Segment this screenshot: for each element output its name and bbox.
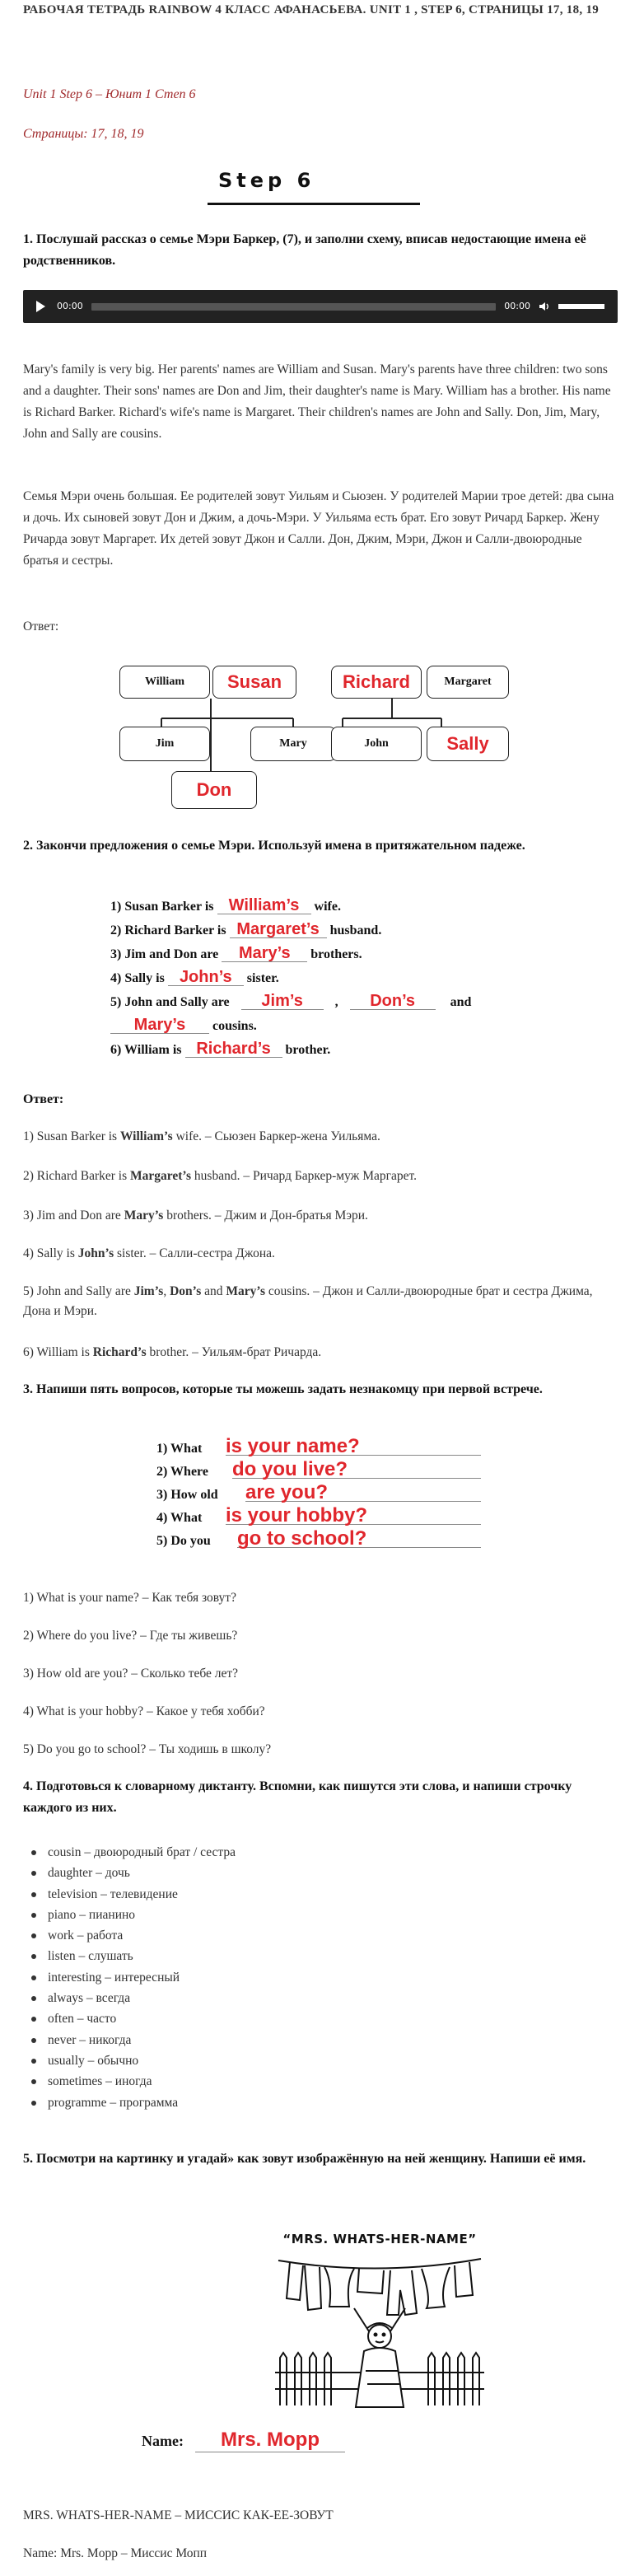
cartoon-drawing	[275, 2249, 484, 2409]
tree-label-sally: Sally	[446, 733, 489, 755]
ws3-row3-q: 3) How old	[156, 1488, 218, 1502]
tree-label-william: William	[145, 675, 184, 688]
tree-node-sally	[427, 727, 509, 761]
task2-answer-1	[23, 1127, 618, 1147]
name-answer: Mrs. Mopp	[195, 2429, 345, 2452]
a2-1-pre: 1) Susan Barker is	[23, 1129, 120, 1143]
audio-time-current: 00:00	[57, 301, 83, 312]
tree-node-john	[331, 727, 422, 761]
ws2-row3-text: 3) Jim and Don are	[110, 947, 219, 961]
unit-line: Unit 1 Step 6 – Юнит 1 Степ 6	[23, 87, 196, 101]
ws2-row6-text: 6) William is	[110, 1043, 182, 1057]
cartoon-illustration	[275, 2229, 484, 2409]
ws2-row5-text: 5) John and Sally are	[110, 995, 230, 1009]
ws2-row1-text: 1) Susan Barker is	[110, 900, 214, 914]
ws2-row1-end: wife.	[314, 900, 341, 914]
a2-6-bold: Richard’s	[92, 1345, 147, 1359]
task2-answer-2	[23, 1166, 618, 1186]
task5-heading: 5. Посмотри на картинку и угадай» как зовут изображённую на ней женщину. Напиши её имя.	[23, 2152, 586, 2166]
a2-1-bold: William’s	[119, 1129, 173, 1143]
vocab-item: never – никогда	[23, 2030, 236, 2050]
audio-progress-bar[interactable]	[91, 303, 497, 311]
tree-node-richard	[331, 666, 422, 699]
story-russian: Семья Мэри очень большая. Ее родителей зовут Уильям и Сьюзен. У родителей Марии трое детей: два сына и дочь. Их сыновей зовут Дон и Джим, а дочь-Мэри. У Уильяма есть брат. Его зовут Ричард Баркер. Жену Ричарда зовут Маргарет. Их детей зовут Джон и Салли. Дон, Джим, Мэри, Джон и Салли-двоюродные братья и сестры.	[23, 489, 614, 568]
ws3-row2-q: 2) Where	[156, 1465, 208, 1479]
tree-node-margaret	[427, 666, 509, 699]
audio-player[interactable]	[23, 290, 618, 323]
a2-5-bold2: Don’s	[170, 1284, 202, 1298]
ws2-row-5	[110, 992, 471, 1013]
a2-2-bold: Margaret’s	[130, 1169, 192, 1183]
ws2-row5-answer1: Jim’s	[241, 993, 324, 1010]
vocab-item: listen – слушать	[23, 1946, 236, 1966]
page-title: РАБОЧАЯ ТЕТРАДЬ RAINBOW 4 КЛАСС АФАНАСЬЕВА. UNIT 1 , STEP 6, СТРАНИЦЫ 17, 18, 19	[23, 3, 600, 16]
a2-2-post: husband. – Ричард Баркер-муж Маргарет.	[191, 1169, 418, 1183]
ws3-row-1	[156, 1435, 481, 1460]
a2-5-post: cousins. – Джон и Салли-двоюродные брат и сестра Джима, Дона и Мэри.	[23, 1284, 593, 1318]
task3-answer-5: 5) Do you go to school? – Ты ходишь в школу?	[23, 1742, 272, 1756]
ws2-row2-answer: Margaret’s	[230, 921, 327, 938]
ws3-row4-a: is your hobby?	[226, 1508, 481, 1525]
ws3-row5-a: go to school?	[237, 1531, 481, 1548]
ws2-row3-answer: Mary’s	[222, 945, 307, 962]
a2-6-post: brother. – Уильям-брат Ричарда.	[146, 1345, 322, 1359]
audio-time-total: 00:00	[504, 301, 530, 312]
task4-heading: 4. Подготовься к словарному диктанту. Вспомни, как пишутся эти слова, и напиши строчку каждого из них.	[23, 1779, 572, 1815]
task2-answer-label: Ответ:	[23, 1092, 64, 1106]
ws3-row1-q: 1) What	[156, 1442, 203, 1456]
tree-node-william	[119, 666, 210, 699]
vocab-list	[23, 1842, 236, 2113]
task3-answer-1: 1) What is your name? – Как тебя зовут?	[23, 1591, 236, 1605]
tree-label-don: Don	[196, 779, 232, 801]
ws3-row-5	[156, 1527, 481, 1552]
ws2-row3-end: brothers.	[310, 947, 362, 961]
vocab-item: piano – пианино	[23, 1905, 236, 1925]
ws2-row6-end: brother.	[285, 1043, 331, 1057]
ws3-row-2	[156, 1458, 481, 1483]
ws2-row1-answer: William’s	[217, 897, 311, 914]
ws2-row-4	[110, 968, 279, 989]
task2-heading: 2. Закончи предложения о семье Мэри. Используй имена в притяжательном падеже.	[23, 839, 525, 853]
ws2-row-5b	[110, 1016, 257, 1037]
vocab-item: work – работа	[23, 1925, 236, 1946]
ws2-row6-answer: Richard’s	[185, 1040, 282, 1058]
task2-answer-6	[23, 1343, 618, 1363]
task3-heading: 3. Напиши пять вопросов, которые ты можешь задать незнакомцу при первой встрече.	[23, 1382, 543, 1396]
ws2-row4-answer: John’s	[168, 969, 244, 986]
ws2-row-3	[110, 944, 362, 965]
a2-5-bold1: Jim’s	[133, 1284, 164, 1298]
ws2-row2-text: 2) Richard Barker is	[110, 923, 226, 937]
a2-4-bold: John’s	[77, 1246, 114, 1260]
task2-answer-3	[23, 1206, 618, 1226]
tree-label-mary: Mary	[279, 736, 307, 750]
vocab-item: interesting – интересный	[23, 1967, 236, 1988]
vocab-item: usually – обычно	[23, 2050, 236, 2071]
tree-node-mary	[250, 727, 336, 761]
vocab-item: television – телевидение	[23, 1884, 236, 1905]
task5-line-1: MRS. WHATS-HER-NAME – МИССИС КАК-ЕЕ-ЗОВУТ	[23, 2508, 334, 2522]
ws2-row5-comma: ,	[334, 995, 338, 1009]
a2-3-post: brothers. – Джим и Дон-братья Мэри.	[163, 1209, 368, 1223]
task5-line-2: Name: Mrs. Mopp – Миссис Мопп	[23, 2546, 208, 2560]
vocab-item: often – часто	[23, 2008, 236, 2029]
ws3-row-3	[156, 1481, 481, 1506]
ws3-row2-a: do you live?	[232, 1461, 481, 1479]
ws2-row5-answer3: Mary’s	[110, 1017, 209, 1034]
vocab-item: cousin – двоюродный брат / сестра	[23, 1842, 236, 1863]
tree-label-margaret: Margaret	[444, 675, 492, 688]
family-tree	[115, 666, 511, 814]
tree-label-susan: Susan	[226, 671, 282, 693]
pages-line: Страницы: 17, 18, 19	[23, 127, 144, 141]
tree-node-jim	[119, 727, 210, 761]
task3-answer-3: 3) How old are you? – Сколько тебе лет?	[23, 1667, 239, 1681]
task2-answer-4	[23, 1244, 618, 1264]
task3-answer-2: 2) Where do you live? – Где ты живешь?	[23, 1629, 238, 1643]
volume-icon[interactable]	[539, 301, 550, 312]
tree-label-jim: Jim	[155, 736, 175, 750]
task2-worksheet	[110, 893, 539, 1074]
ws3-row3-a: are you?	[245, 1484, 481, 1502]
name-label: Name:	[142, 2433, 184, 2449]
ws2-row-1	[110, 896, 341, 918]
a2-1-post: wife. – Сьюзен Баркер-жена Уильяма.	[172, 1129, 380, 1143]
tree-label-richard: Richard	[343, 671, 410, 693]
ws3-row5-q: 5) Do you	[156, 1534, 211, 1548]
vocab-item: programme – программа	[23, 2092, 236, 2113]
name-row	[142, 2429, 345, 2453]
a2-5-mid1: ,	[163, 1284, 170, 1298]
ws2-row4-end: sister.	[246, 971, 279, 985]
ws2-row4-text: 4) Sally is	[110, 971, 165, 985]
a2-6-pre: 6) William is	[23, 1345, 93, 1359]
a2-2-pre: 2) Richard Barker is	[23, 1169, 130, 1183]
a2-5-mid2: and	[201, 1284, 226, 1298]
play-icon[interactable]	[36, 301, 45, 312]
ws3-row1-a: is your name?	[226, 1438, 481, 1456]
a2-4-pre: 4) Sally is	[23, 1246, 78, 1260]
task1-answer-label: Ответ:	[23, 619, 59, 633]
volume-slider[interactable]	[558, 304, 604, 309]
ws3-row-4	[156, 1504, 481, 1529]
task1-heading: 1. Послушай рассказ о семье Мэри Баркер, (7), и заполни схему, вписав недостающие имена её родственников.	[23, 232, 586, 268]
a2-4-post: sister. – Салли-сестра Джона.	[114, 1246, 275, 1260]
vocab-item: sometimes – иногда	[23, 2071, 236, 2092]
task2-answer-5	[23, 1282, 618, 1321]
tree-label-john: John	[364, 736, 389, 750]
ws2-row5-and: and	[450, 995, 472, 1009]
ws2-row2-end: husband.	[329, 923, 382, 937]
step-underline	[208, 203, 420, 205]
tree-node-don	[171, 771, 257, 809]
a2-5-bold3: Mary’s	[226, 1284, 266, 1298]
task3-answer-4: 4) What is your hobby? – Какое у тебя хобби?	[23, 1704, 265, 1718]
a2-3-pre: 3) Jim and Don are	[23, 1209, 124, 1223]
ws3-row4-q: 4) What	[156, 1511, 203, 1525]
task3-worksheet	[156, 1435, 502, 1567]
ws2-row5-end: cousins.	[212, 1019, 257, 1033]
vocab-item: daughter – дочь	[23, 1863, 236, 1883]
vocab-item: always – всегда	[23, 1988, 236, 2008]
ws2-row-6	[110, 1040, 330, 1061]
ws2-row5-answer2: Don’s	[350, 993, 436, 1010]
tree-node-susan	[212, 666, 296, 699]
a2-3-bold: Mary’s	[124, 1209, 164, 1223]
ws2-row-2	[110, 920, 381, 942]
step-heading: Step 6	[218, 169, 315, 192]
a2-5-pre: 5) John and Sally are	[23, 1284, 134, 1298]
cartoon-caption: “MRS. WHATS-HER-NAME”	[282, 2232, 477, 2246]
story-english: Mary's family is very big. Her parents' names are William and Susan. Mary's parents have three children: two sons and a daughter. Their sons' names are Don and Jim, their daughter's name is Mary. William has a brother. His name is Richard Barker. Richard's wife's name is Margaret. Their children's names are John and Sally. Don, Jim, Mary, John and Sally are cousins.	[23, 362, 611, 441]
